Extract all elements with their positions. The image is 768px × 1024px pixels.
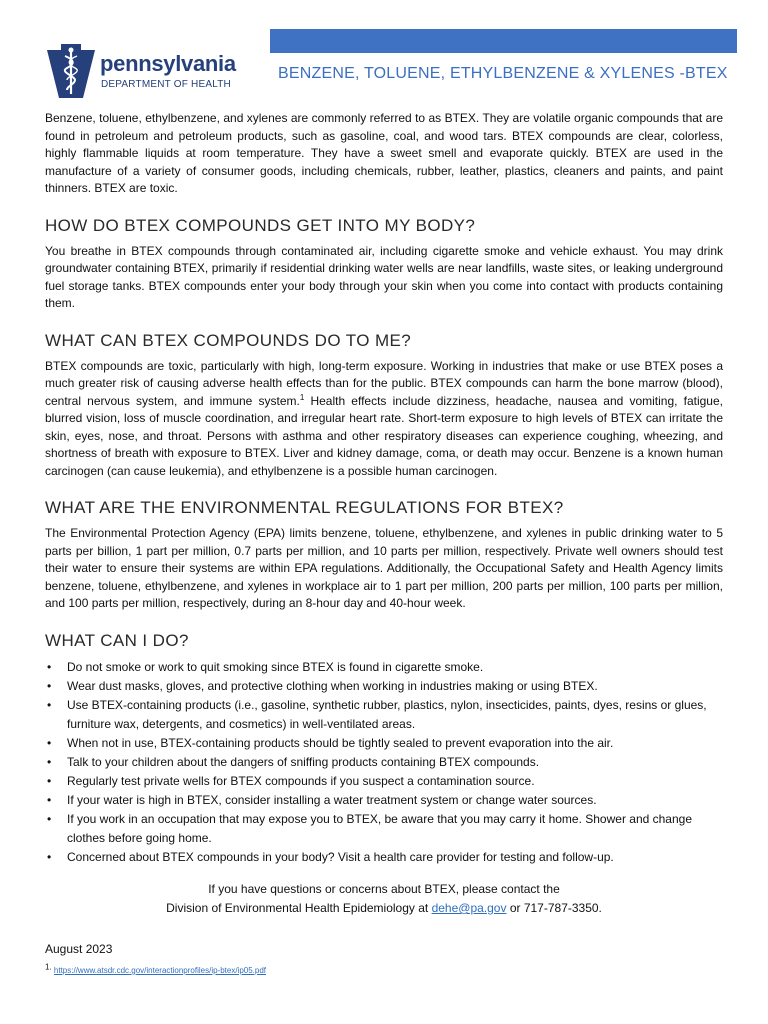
section-heading-body-entry: HOW DO BTEX COMPOUNDS GET INTO MY BODY? (45, 215, 476, 235)
list-item: • When not in use, BTEX-containing products should be tightly sealed to prevent evaporation into the air. (45, 734, 723, 753)
org-department: DEPARTMENT OF HEALTH (101, 79, 231, 90)
intro-paragraph: Benzene, toluene, ethylbenzene, and xylenes are commonly referred to as BTEX. They are volatile organic compounds that are found in petroleum and petroleum products, such as gasoline, coal, and wood tars. BTEX compounds are clear, colorless, highly flammable liquids at room temperature. They have a sweet smell and evaporate quickly. BTEX are used in the manufacture of a variety of consumer goods, including chemicals, rubber, leather, plastics, cleaners and paints, and paint thinners. BTEX are toxic. (45, 111, 723, 195)
section-heading-regulations: WHAT ARE THE ENVIRONMENTAL REGULATIONS FOR BTEX? (45, 498, 564, 517)
list-item: • If you work in an occupation that may expose you to BTEX, be aware that you may carry it home. Shower and change clothes before going home. (45, 810, 723, 848)
contact-prefix: Division of Environmental Health Epidemiology at (166, 901, 432, 915)
section-heading-effects: WHAT CAN BTEX COMPOUNDS DO TO ME? (45, 330, 412, 350)
effects-text-a: BTEX compounds are toxic, particularly with high, long-term exposure. Working in industries that make or use BTEX poses a much greater risk of causing adverse health effects than for the public. BTEX compounds can harm the bone marrow (blood), central nervous system, and immune system. (45, 358, 723, 408)
list-item: • Regularly test private wells for BTEX compounds if you suspect a contamination source. (45, 772, 723, 791)
footnote (45, 962, 267, 975)
document-title: BENZENE, TOLUENE, ETHYLBENZENE & XYLENES -BTEX (278, 65, 728, 82)
list-item: • Use BTEX-containing products (i.e., gasoline, synthetic rubber, plastics, nylon, insecticides, paints, dyes, resins or glues, furniture wax, detergents, and cosmetics) in well-ventilated areas. (45, 696, 723, 734)
list-item: • If your water is high in BTEX, consider installing a water treatment system or change water sources. (45, 791, 723, 810)
list-item: • Concerned about BTEX compounds in your body? Visit a health care provider for testing and follow-up. (45, 848, 723, 867)
list-item: • Do not smoke or work to quit smoking since BTEX is found in cigarette smoke. (45, 658, 723, 677)
list-item: • Wear dust masks, gloves, and protective clothing when working in industries making or using BTEX. (45, 677, 723, 696)
footnote-link[interactable]: https://www.atsdr.cdc.gov/interactionprofiles/ip-btex/ip05.pdf (53, 966, 267, 975)
effects-paragraph (45, 358, 723, 481)
footnote-ref: 1 (299, 392, 305, 402)
contact-line-1: If you have questions or concerns about BTEX, please contact the (208, 882, 560, 896)
actions-list (45, 658, 723, 867)
effects-text-b: Health effects include dizziness, headache, nausea and vomiting, fatigue, blurred vision, loss of muscle coordination, and irregular heart rate. Short-term exposure to high levels of BTEX can irritate the skin, eyes, nose, and throat. Persons with asthma and other respiratory diseases can experience coughing, wheezing, and shortness of breath with exposure to BTEX. Liver and kidney damage, coma, or death may occur. Benzene is a known human carcinogen (can cause leukemia), and ethylbenzene is a possible human carcinogen. (45, 393, 723, 478)
org-name: pennsylvania (100, 51, 236, 76)
contact-line-2 (45, 899, 723, 918)
keystone-caduceus-icon (45, 44, 97, 98)
contact-block (45, 880, 723, 918)
header-accent-bar (270, 29, 737, 53)
list-item: • Talk to your children about the dangers of sniffing products containing BTEX compounds. (45, 753, 723, 772)
pa-health-logo (45, 44, 255, 100)
email-link[interactable]: dehe@pa.gov (431, 901, 507, 915)
body-entry-paragraph: You breathe in BTEX compounds through contaminated air, including cigarette smoke and vehicle exhaust. You may drink groundwater containing BTEX, primarily if residential drinking water wells are near landfills, waste sites, or leaking underground fuel storage tanks. BTEX compounds enter your body through your skin when you come into contact with products containing them. (45, 243, 723, 310)
section-heading-actions: WHAT CAN I DO? (45, 630, 189, 650)
footnote-marker: 1. (45, 962, 52, 972)
regulations-paragraph: The Environmental Protection Agency (EPA) limits benzene, toluene, ethylbenzene, and xylenes in public drinking water to 5 parts per billion, 1 part per million, 0.7 parts per million, and 10 parts per million, respectively. Private well owners should test their water to ensure their systems are within EPA regulations. Additionally, the Occupational Safety and Health Agency limits benzene, toluene, ethylbenzene, and xylenes in workplace air to 1 part per million, 200 parts per million, 100 parts per million, and 100 parts per million, respectively, during an 8-hour day and 40-hour week. (45, 526, 723, 610)
document-body (45, 110, 723, 867)
contact-suffix: or 717-787-3350. (506, 901, 602, 915)
publication-date: August 2023 (45, 942, 113, 956)
